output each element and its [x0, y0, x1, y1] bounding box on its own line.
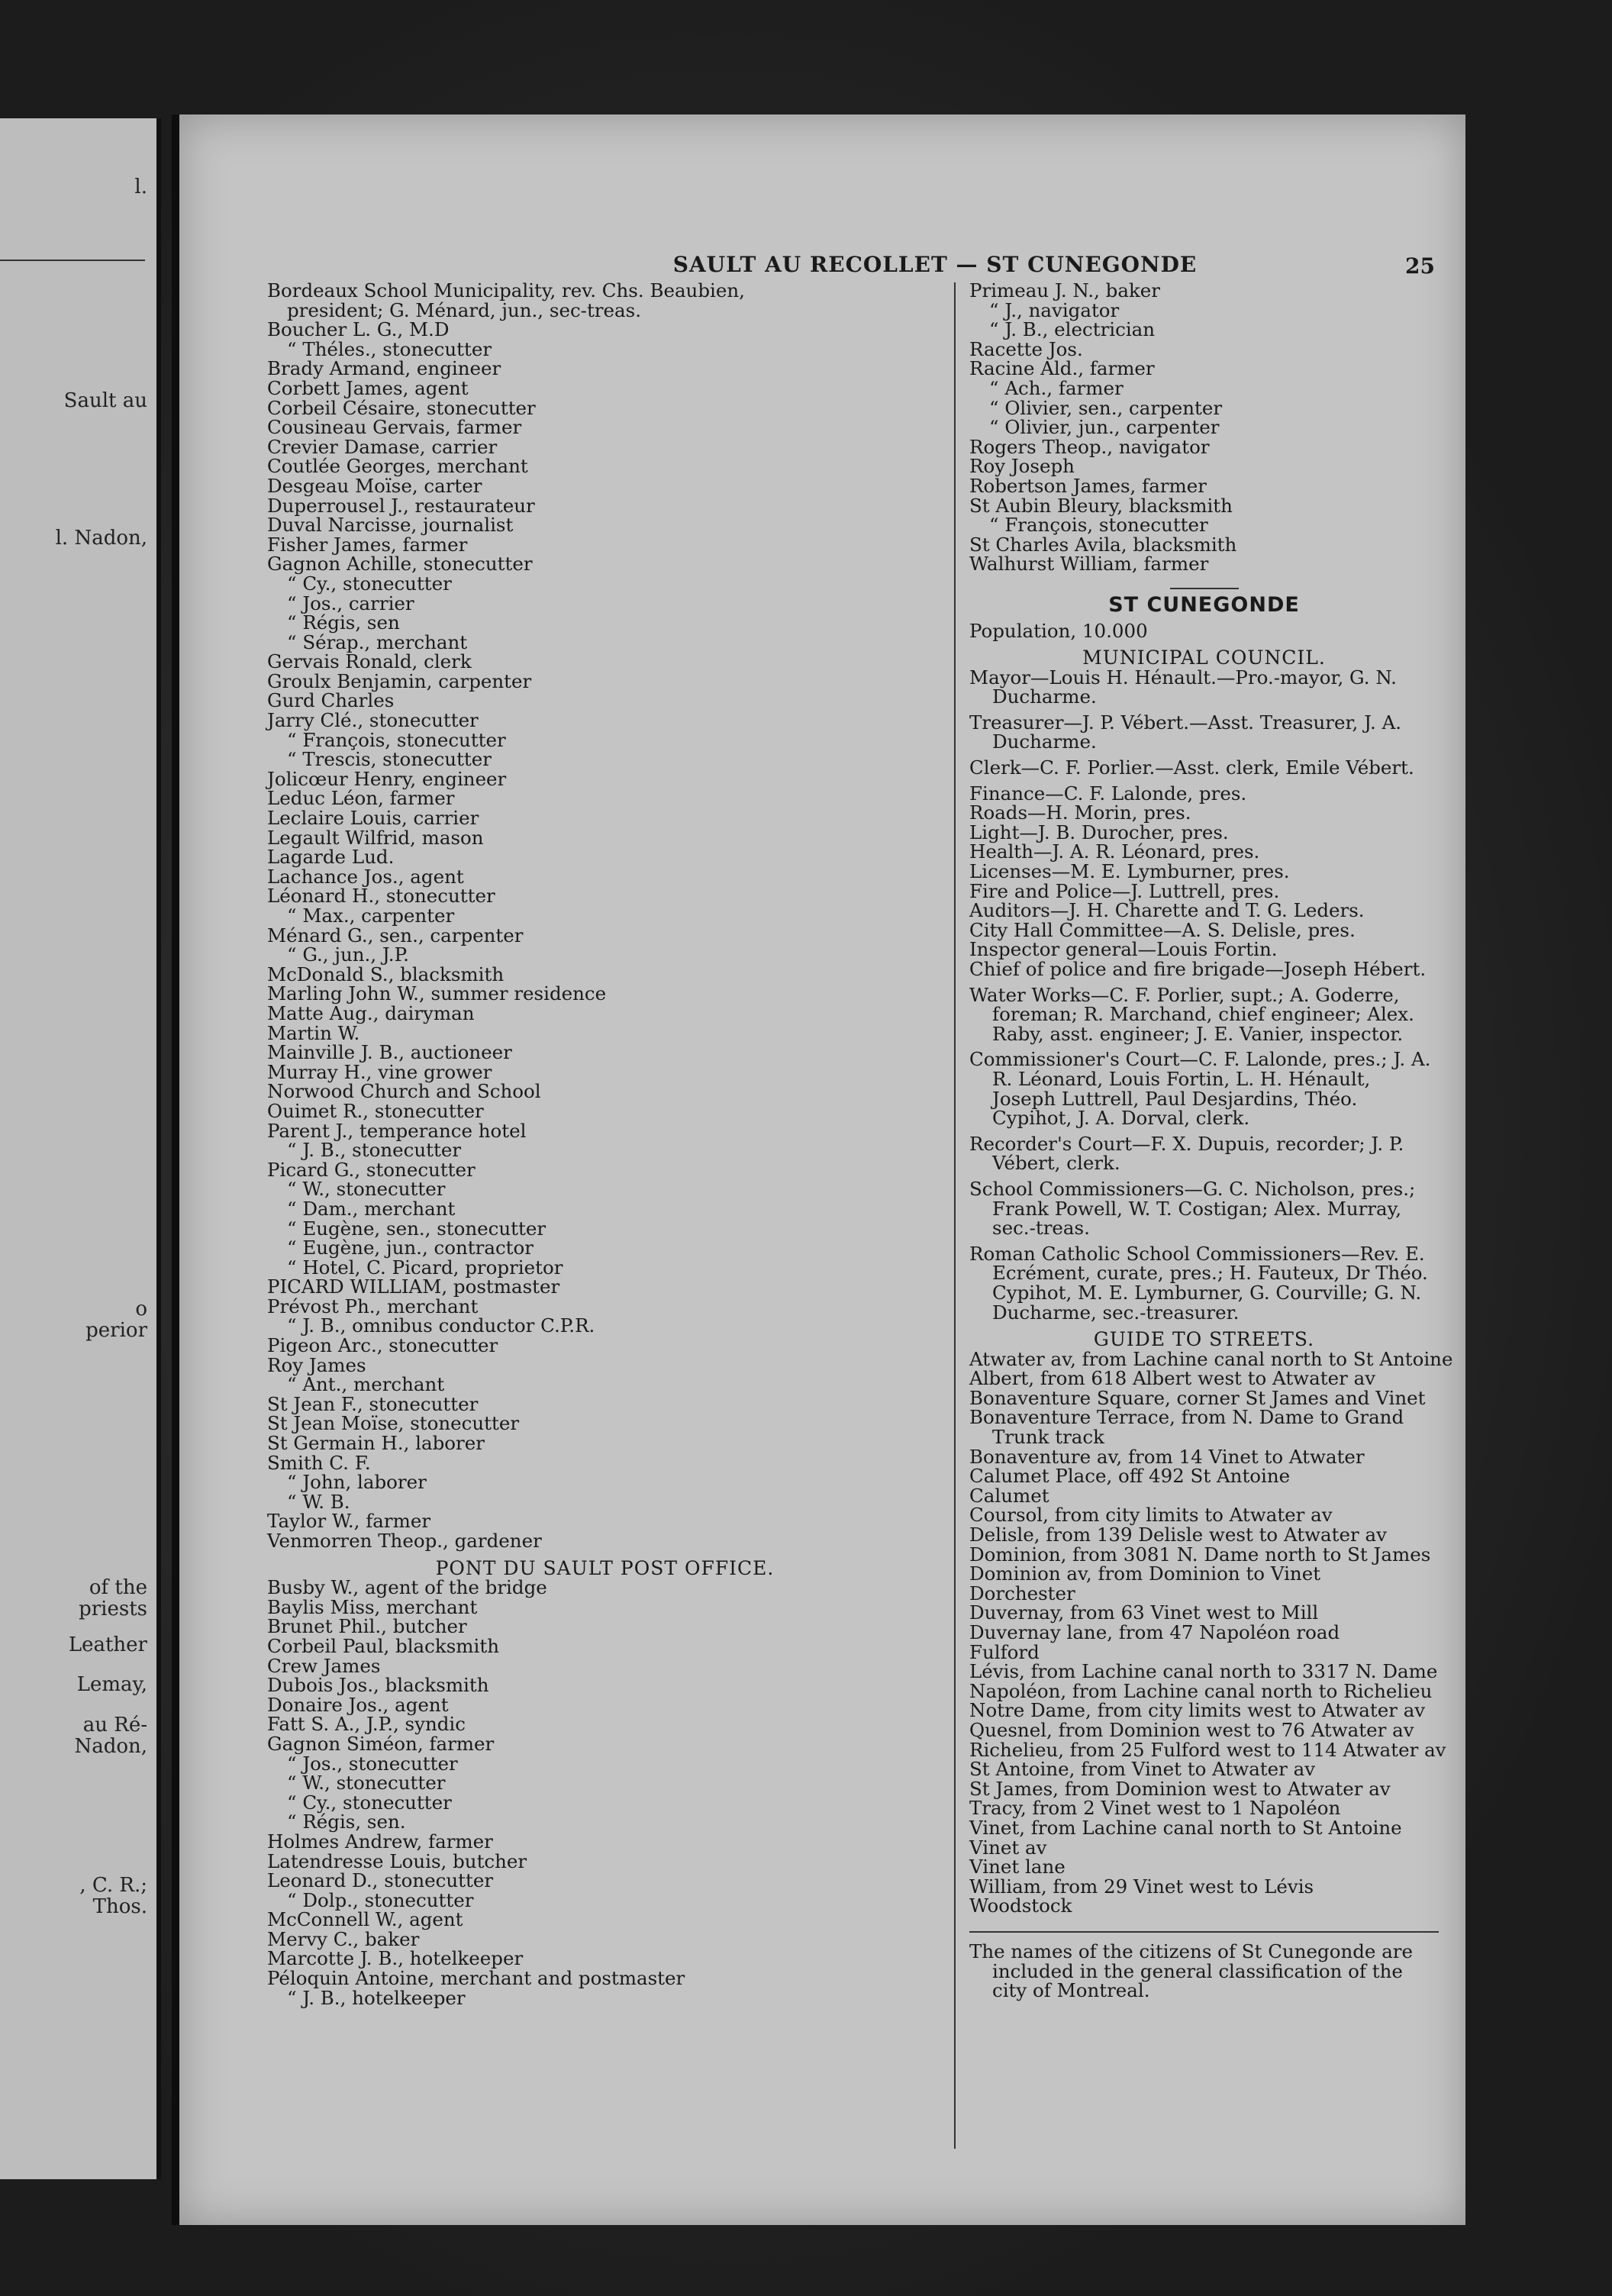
directory-entry: Albert, from 618 Albert west to Atwater av — [969, 1367, 1376, 1390]
directory-entry: Duval Narcisse, journalist — [267, 514, 514, 537]
directory-entry: Chief of police and fire brigade—Joseph Hébert. — [969, 958, 1427, 980]
directory-entry: Fisher James, farmer — [267, 533, 468, 556]
directory-entry: Groulx Benjamin, carpenter — [267, 669, 532, 692]
directory-entry: Inspector general—Louis Fortin. — [969, 938, 1278, 961]
directory-entry: “ Olivier, jun., carpenter — [989, 416, 1220, 439]
directory-entry: Mayor—Louis H. Hénault.—Pro.-mayor, G. N. Ducharme. — [969, 666, 1397, 708]
directory-entry: “ Régis, sen — [287, 611, 400, 634]
directory-entry: “ Ach., farmer — [989, 376, 1124, 399]
directory-entry: Lachance Jos., agent — [267, 865, 464, 888]
directory-entry: Gervais Ronald, clerk — [267, 650, 472, 673]
directory-entry: Walhurst William, farmer — [969, 553, 1209, 576]
directory-page — [172, 114, 1465, 2225]
directory-entry: Duvernay, from 63 Vinet west to Mill — [969, 1601, 1319, 1624]
right-column — [969, 279, 1453, 2002]
facing-page-text-fragment: l. Nadon, — [55, 527, 147, 550]
directory-entry: “ G., jun., J.P. — [287, 943, 409, 966]
directory-entry: “ Dam., merchant — [287, 1197, 456, 1220]
directory-entry: Smith C. F. — [267, 1451, 371, 1474]
directory-entry: Roy James — [267, 1353, 366, 1376]
directory-entry: St James, from Dominion west to Atwater av — [969, 1777, 1391, 1800]
directory-entry: PICARD WILLIAM, postmaster — [267, 1275, 560, 1298]
directory-entry: Legault Wilfrid, mason — [267, 826, 484, 849]
directory-entry: Desgeau Moïse, carter — [267, 474, 482, 497]
facing-page-text-fragment: o — [135, 1298, 147, 1321]
directory-entry: Crew James — [267, 1654, 381, 1677]
directory-entry: Notre Dame, from city limits west to Atwater av — [969, 1699, 1426, 1722]
directory-entry: Vinet lane — [969, 1856, 1066, 1878]
directory-entry: Licenses—M. E. Lymburner, pres. — [969, 860, 1290, 883]
directory-entry: Brady Armand, engineer — [267, 357, 501, 380]
directory-entry: “ Olivier, sen., carpenter — [989, 396, 1223, 419]
directory-entry: Leonard D., stonecutter — [267, 1869, 494, 1892]
subsection-heading: MUNICIPAL COUNCIL. — [1082, 647, 1326, 669]
facing-page-text-fragment: l. — [134, 176, 147, 198]
directory-entry: Marcotte J. B., hotelkeeper — [267, 1947, 524, 1970]
directory-entry: St Jean F., stonecutter — [267, 1392, 479, 1415]
directory-entry: “ J. B., electrician — [989, 318, 1156, 341]
directory-entry: “ J. B., stonecutter — [287, 1139, 462, 1162]
directory-entry: Ménard G., sen., carpenter — [267, 924, 524, 946]
section-heading: ST CUNEGONDE — [1108, 592, 1300, 617]
facing-page-edge — [0, 118, 161, 2179]
directory-entry: St Germain H., laborer — [267, 1432, 485, 1455]
directory-entry: Racine Ald., farmer — [969, 357, 1155, 380]
directory-entry: St Aubin Bleury, blacksmith — [969, 494, 1233, 517]
directory-entry: St Charles Avila, blacksmith — [969, 533, 1237, 556]
directory-entry: “ Eugène, sen., stonecutter — [287, 1217, 546, 1240]
directory-entry: Quesnel, from Dominion west to 76 Atwater av — [969, 1718, 1414, 1741]
directory-entry: St Antoine, from Vinet to Atwater av — [969, 1758, 1316, 1781]
directory-entry: Roy Joseph — [969, 455, 1075, 478]
directory-entry: “ John, laborer — [287, 1471, 427, 1494]
directory-entry: “ Trescis, stonecutter — [287, 748, 492, 771]
facing-page-text-fragment: Lemay, — [76, 1673, 147, 1696]
directory-entry: Water Works—C. F. Porlier, supt.; A. Goderre, foreman; R. Marchand, chief engineer; Alex. Raby, asst. engineer; J. E. Vanier, inspector. — [969, 983, 1414, 1045]
directory-entry: Corbeil Paul, blacksmith — [267, 1634, 499, 1657]
directory-entry: Bordeaux School Municipality, rev. Chs. Beaubien, — [267, 279, 745, 302]
directory-entry: Mervy C., baker — [267, 1927, 420, 1950]
directory-entry: Taylor W., farmer — [267, 1510, 431, 1533]
directory-entry: Treasurer—J. P. Vébert.—Asst. Treasurer, J. A. Ducharme. — [969, 711, 1402, 753]
separator-rule — [969, 1931, 1439, 1933]
directory-entry: Norwood Church and School — [267, 1080, 541, 1103]
directory-entry: “ Sérap., merchant — [287, 630, 468, 653]
directory-entry: “ Max., carpenter — [287, 905, 455, 927]
directory-entry: Duperrousel J., restaurateur — [267, 494, 535, 517]
directory-entry: The names of the citizens of St Cunegonde are included in the general classification of the city of Montreal. — [969, 1940, 1414, 2002]
directory-entry: Boucher L. G., M.D — [267, 318, 450, 341]
directory-entry: “ W., stonecutter — [287, 1178, 446, 1201]
directory-entry: “ W. B. — [287, 1490, 350, 1513]
directory-entry: Commissioner's Court—C. F. Lalonde, pres.; J. A. R. Léonard, Louis Fortin, L. H. Hénault, Joseph Luttrell, Paul Desjardins, Théo. Cypihot, J. A. Dorval, clerk. — [969, 1048, 1431, 1130]
facing-page-text-fragment: Nadon, — [74, 1735, 147, 1758]
facing-page-text-fragment: Thos. — [92, 1895, 147, 1918]
directory-entry: Mainville J. B., auctioneer — [267, 1041, 512, 1064]
directory-entry: School Commissioners—G. C. Nicholson, pres.; Frank Powell, W. T. Costigan; Alex. Murray, sec.-treas. — [969, 1177, 1416, 1240]
directory-entry: Woodstock — [969, 1895, 1072, 1917]
directory-entry: Fire and Police—J. Luttrell, pres. — [969, 879, 1280, 902]
directory-entry: Finance—C. F. Lalonde, pres. — [969, 782, 1247, 805]
subsection-heading: GUIDE TO STREETS. — [1093, 1328, 1315, 1351]
directory-entry: Gagnon Siméon, farmer — [267, 1732, 495, 1755]
directory-entry: Leduc Léon, farmer — [267, 787, 455, 810]
directory-entry: Dominion av, from Dominion to Vinet — [969, 1562, 1321, 1585]
directory-entry: Holmes Andrew, farmer — [267, 1830, 493, 1853]
directory-entry: Duvernay lane, from 47 Napoléon road — [969, 1621, 1340, 1643]
directory-entry: Leclaire Louis, carrier — [267, 807, 479, 830]
directory-entry: Vinet, from Lachine canal north to St Antoine — [969, 1816, 1402, 1839]
directory-entry: Jarry Clé., stonecutter — [267, 709, 479, 732]
directory-entry: City Hall Committee—A. S. Delisle, pres. — [969, 918, 1356, 941]
directory-entry: president; G. Ménard, jun., sec-treas. — [287, 298, 641, 321]
directory-entry: Pigeon Arc., stonecutter — [267, 1334, 498, 1357]
directory-entry: Picard G., stonecutter — [267, 1158, 476, 1181]
directory-entry: Coutlée Georges, merchant — [267, 455, 528, 478]
separator-rule — [1170, 588, 1239, 589]
subsection-heading: PONT DU SAULT POST OFFICE. — [435, 1556, 775, 1579]
directory-entry: Roads—H. Morin, pres. — [969, 801, 1191, 824]
directory-entry: “ François, stonecutter — [989, 514, 1208, 537]
directory-entry: Vinet av — [969, 1836, 1047, 1859]
directory-entry: Jolicœur Henry, engineer — [267, 767, 507, 790]
directory-entry: Fatt S. A., J.P., syndic — [267, 1713, 466, 1736]
directory-entry: Population, 10.000 — [969, 619, 1148, 642]
directory-entry: Delisle, from 139 Delisle west to Atwater av — [969, 1524, 1387, 1546]
directory-entry: Venmorren Theop., gardener — [267, 1530, 542, 1552]
directory-entry: Donaire Jos., agent — [267, 1693, 449, 1716]
directory-entry: Marling John W., summer residence — [267, 982, 607, 1005]
facing-page-text-fragment: of the — [89, 1576, 147, 1599]
directory-entry: Calumet Place, off 492 St Antoine — [969, 1465, 1291, 1488]
directory-entry: “ Théles., stonecutter — [287, 337, 492, 360]
directory-entry: Light—J. B. Durocher, pres. — [969, 821, 1229, 843]
directory-entry: Brunet Phil., butcher — [267, 1615, 467, 1638]
column-divider — [954, 282, 956, 2149]
page-number: 25 — [1405, 253, 1435, 279]
directory-entry: Rogers Theop., navigator — [969, 435, 1210, 458]
directory-entry: “ Jos., carrier — [287, 592, 414, 614]
directory-entry: Lagarde Lud. — [267, 846, 395, 869]
directory-entry: Crevier Damase, carrier — [267, 435, 498, 458]
directory-entry: Latendresse Louis, butcher — [267, 1849, 527, 1872]
directory-entry: Dubois Jos., blacksmith — [267, 1674, 489, 1697]
directory-entry: Péloquin Antoine, merchant and postmaster — [267, 1967, 685, 1990]
directory-entry: Parent J., temperance hotel — [267, 1119, 527, 1142]
facing-page-text-fragment: Leather — [68, 1633, 147, 1656]
directory-entry: Matte Aug., dairyman — [267, 1001, 475, 1024]
directory-entry: Dominion, from 3081 N. Dame north to St James — [969, 1543, 1431, 1566]
directory-entry: Napoléon, from Lachine canal north to Richelieu — [969, 1679, 1433, 1702]
facing-page-text-fragment: perior — [85, 1319, 147, 1342]
directory-entry: “ Eugène, jun., contractor — [287, 1237, 534, 1259]
directory-entry: Gagnon Achille, stonecutter — [267, 553, 533, 576]
directory-entry: Fulford — [969, 1640, 1040, 1663]
page-header: SAULT AU RECOLLET — ST CUNEGONDE — [672, 252, 1198, 277]
directory-entry: Martin W. — [267, 1021, 360, 1044]
left-column — [267, 281, 943, 2007]
directory-entry: Baylis Miss, merchant — [267, 1595, 478, 1618]
directory-entry: Bonaventure av, from 14 Vinet to Atwater — [969, 1445, 1365, 1468]
directory-entry: “ Cy., stonecutter — [287, 1791, 452, 1814]
directory-entry: “ Hotel, C. Picard, proprietor — [287, 1256, 563, 1279]
directory-entry: Prévost Ph., merchant — [267, 1295, 479, 1317]
facing-page-text-fragment: au Ré- — [82, 1714, 147, 1737]
directory-entry: Auditors—J. H. Charette and T. G. Leders. — [969, 899, 1365, 922]
directory-entry: “ J., navigator — [989, 298, 1120, 321]
directory-entry: Léonard H., stonecutter — [267, 885, 495, 908]
directory-entry: Murray H., vine grower — [267, 1060, 492, 1083]
directory-entry: Health—J. A. R. Léonard, pres. — [969, 840, 1260, 863]
directory-entry: “ François, stonecutter — [287, 728, 506, 751]
directory-entry: Ouimet R., stonecutter — [267, 1099, 484, 1122]
facing-page-text-fragment: priests — [79, 1598, 147, 1620]
directory-entry: Clerk—C. F. Porlier.—Asst. clerk, Emile Vébert. — [969, 756, 1414, 779]
directory-entry: “ J. B., omnibus conductor C.P.R. — [287, 1314, 595, 1337]
directory-entry: “ Ant., merchant — [287, 1373, 445, 1396]
directory-entry: “ J. B., hotelkeeper — [287, 1986, 466, 2009]
directory-entry: Corbeil Césaire, stonecutter — [267, 396, 536, 419]
facing-page-rule — [0, 260, 145, 261]
directory-entry: “ Jos., stonecutter — [287, 1752, 458, 1775]
directory-entry: Tracy, from 2 Vinet west to 1 Napoléon — [969, 1797, 1341, 1820]
directory-entry: Roman Catholic School Commissioners—Rev. E. Ecrément, curate, pres.; H. Fauteux, Dr Théo. Cypihot, M. E. Lymburner, G. Courville; G. N. Ducharme, sec.-treasurer. — [969, 1242, 1428, 1324]
directory-entry: Corbett James, agent — [267, 376, 469, 399]
directory-entry: McConnell W., agent — [267, 1908, 463, 1931]
directory-entry: “ Dolp., stonecutter — [287, 1888, 474, 1911]
directory-entry: Richelieu, from 25 Fulford west to 114 Atwater av — [969, 1738, 1446, 1761]
directory-entry: McDonald S., blacksmith — [267, 963, 505, 985]
directory-entry: Robertson James, farmer — [969, 474, 1207, 497]
directory-entry: Gurd Charles — [267, 689, 395, 712]
directory-entry: Primeau J. N., baker — [969, 279, 1161, 302]
directory-entry: Cousineau Gervais, farmer — [267, 416, 522, 439]
directory-entry: Coursol, from city limits to Atwater av — [969, 1504, 1333, 1527]
facing-page-text-fragment: Sault au — [63, 389, 147, 412]
directory-entry: “ Régis, sen. — [287, 1811, 406, 1833]
directory-entry: St Jean Moïse, stonecutter — [267, 1412, 520, 1435]
directory-entry: Bonaventure Square, corner St James and Vinet — [969, 1386, 1426, 1409]
directory-entry: Recorder's Court—F. X. Dupuis, recorder; J. P. Vébert, clerk. — [969, 1132, 1404, 1175]
directory-entry: “ Cy., stonecutter — [287, 572, 452, 595]
directory-entry: Busby W., agent of the bridge — [267, 1576, 547, 1599]
directory-entry: Dorchester — [969, 1582, 1075, 1604]
directory-entry: Racette Jos. — [969, 337, 1083, 360]
directory-entry: Lévis, from Lachine canal north to 3317 N. Dame — [969, 1660, 1438, 1683]
directory-entry: Calumet — [969, 1484, 1049, 1507]
directory-entry: Atwater av, from Lachine canal north to St Antoine — [969, 1347, 1453, 1370]
directory-entry: “ W., stonecutter — [287, 1772, 446, 1795]
facing-page-text-fragment: , C. R.; — [79, 1874, 147, 1897]
directory-entry: Bonaventure Terrace, from N. Dame to Grand Trunk track — [969, 1406, 1404, 1449]
directory-entry: William, from 29 Vinet west to Lévis — [969, 1875, 1314, 1898]
